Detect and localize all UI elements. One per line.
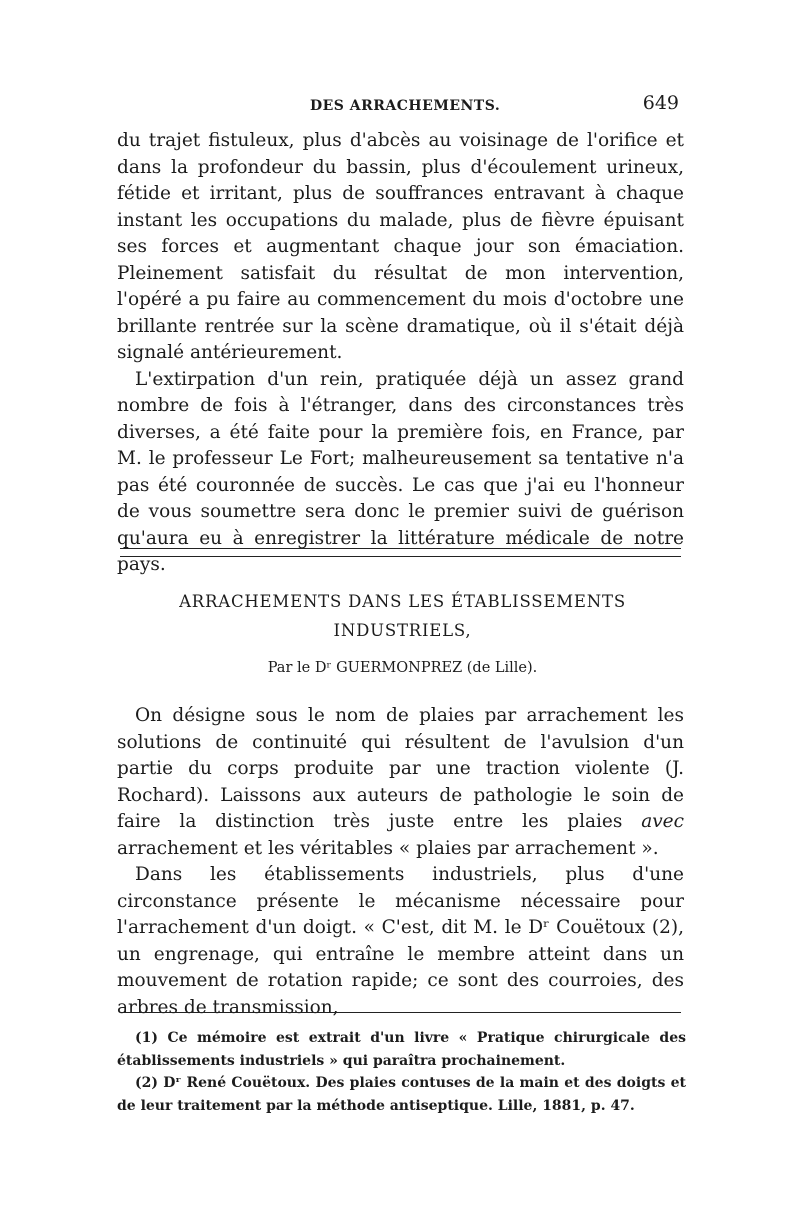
- paragraph: L'extirpation d'un rein, pratiquée déjà un assez grand nombre de fois à l'étranger, dans des circonstances très diverses, a été faite pour la première fois, en France, par M. le professeur Le Fort; malheureusement sa tentative n'a pas été couronnée de succès. Le cas que j'ai eu l'honneur de vous soumettre sera donc le premier suivi de guérison qu'aura eu à enregistrer la littérature médicale de notre pays.: [117, 368, 684, 575]
- footnote-2: (2) Dʳ René Couëtoux. Des plaies contuses de la main et des doigts et de leur traitement par la méthode antiseptique. Lille, 1881, p. 47.: [117, 1075, 686, 1114]
- paragraph: du trajet fistuleux, plus d'abcès au voisinage de l'orifice et dans la profondeur du bassin, plus d'écoulement urineux, fétide et irritant, plus de souffrances entravant à chaque instant les occupations du malade, plus de fièvre épuisant ses forces et augmentant chaque jour son émaciation. Pleinement satisfait du résultat de mon intervention, l'opéré a pu faire au commencement du mois d'octobre une brillante rentrée sur la scène dramatique, où il s'était déjà signalé antérieurement.: [117, 130, 684, 363]
- paragraph: [117, 703, 684, 862]
- continued-text: [117, 128, 684, 579]
- paragraph: Dans les établissements industriels, plus d'une circonstance présente le mécanisme nécessaire pour l'arrachement d'un doigt. « C'est, dit M. le Dʳ Couëtoux (2), un engrenage, qui entraîne le membre atteint dans un mouvement de rotation rapide; ce sont des courroies, des arbres de transmission,: [117, 864, 684, 1018]
- section-title-line2: INDUSTRIELS,: [333, 621, 472, 640]
- page-header: [120, 92, 685, 122]
- footnote-rule: [120, 1012, 681, 1013]
- section-title-line1: ARRACHEMENTS DANS LES ÉTABLISSEMENTS: [179, 592, 626, 611]
- footnote-1: (1) Ce mémoire est extrait d'un livre « Pratique chirurgicale des établissements industriels » qui paraîtra prochainement.: [117, 1030, 686, 1069]
- double-rule-top: [120, 548, 681, 549]
- paragraph-text: On désigne sous le nom de plaies par arrachement les solutions de continuité qui résultent de l'avulsion d'un partie du corps produite par une traction violente (J. Rochard). Laissons aux auteurs de pathologie le soin de faire la distinction très juste entre les plaies: [117, 705, 684, 832]
- byline: Par le Dʳ GUERMONPREZ (de Lille).: [267, 660, 538, 676]
- running-title: DES ARRACHEMENTS.: [310, 98, 501, 114]
- paragraph-text: arrachement et les véritables « plaies par arrachement ».: [117, 837, 659, 859]
- page-number: 649: [642, 92, 679, 114]
- italic-word: avec: [641, 811, 684, 832]
- section-text: [117, 703, 684, 1021]
- footnotes: [117, 1027, 686, 1117]
- double-rule-bottom: [120, 556, 681, 557]
